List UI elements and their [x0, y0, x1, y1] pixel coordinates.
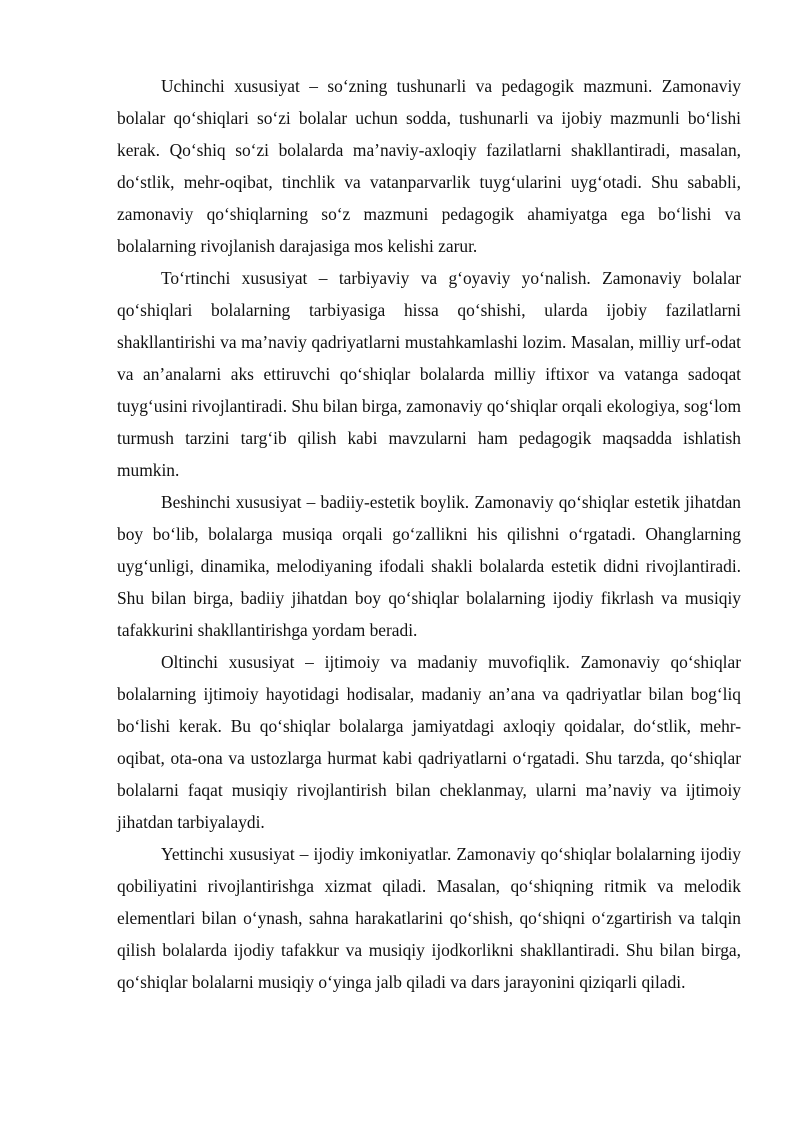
paragraph-seventh-feature: Yettinchi xususiyat – ijodiy imkoniyatlar. Zamonaviy qo‘shiqlar bolalarning ijodiy qobiliyatini rivojlantirishga xizmat qiladi. Masalan, qo‘shiqning ritmik va melodik elementlari bilan o‘ynash, sahna harakatlarini qo‘shish, qo‘shiqni o‘zgartirish va talqin qilish bolalarda ijodiy tafakkur va musiqiy ijodkorlikni shakllantiradi. Shu bilan birga, qo‘shiqlar bolalarni musiqiy o‘yinga jalb qiladi va dars jarayonini qiziqarli qiladi.: [117, 844, 741, 992]
paragraph-sixth-feature: Oltinchi xususiyat – ijtimoiy va madaniy muvofiqlik. Zamonaviy qo‘shiqlar bolalarning ijtimoiy hayotidagi hodisalar, madaniy an’ana va qadriyatlar bilan bog‘liq bo‘lishi kerak. Bu qo‘shiqlar bolalarga jamiyatdagi axloqiy qoidalar, do‘stlik, mehr-oqibat, ota-ona va ustozlarga hurmat kabi qadriyatlarni o‘rgatadi. Shu tarzda, qo‘shiqlar bolalarni faqat musiqiy rivojlantirish bilan cheklanmay, ularni ma’naviy va ijtimoiy jihatdan tarbiyalaydi.: [117, 652, 741, 832]
paragraph-fourth-feature: To‘rtinchi xususiyat – tarbiyaviy va g‘oyaviy yo‘nalish. Zamonaviy bolalar qo‘shiqlari bolalarning tarbiyasiga hissa qo‘shishi, ularda ijobiy fazilatlarni shakllantirishi va ma’naviy qadriyatlarni mustahkamlashi lozim. Masalan, milliy urf-odat va an’analarni aks ettiruvchi qo‘shiqlar bolalarda milliy iftixor va vatanga sadoqat tuyg‘usini rivojlantiradi. Shu bilan birga, zamonaviy qo‘shiqlar orqali ekologiya, sog‘lom turmush tarzini targ‘ib qilish kabi mavzularni ham pedagogik maqsadda ishlatish mumkin.: [117, 268, 741, 480]
paragraph-fifth-feature: Beshinchi xususiyat – badiiy-estetik boylik. Zamonaviy qo‘shiqlar estetik jihatdan boy bo‘lib, bolalarga musiqa orqali go‘zallikni his qilishni o‘rgatadi. Ohanglarning uyg‘unligi, dinamika, melodiyaning ifodali shakli bolalarda estetik didni rivojlantiradi. Shu bilan birga, badiiy jihatdan boy qo‘shiqlar bolalarning ijodiy fikrlash va musiqiy tafakkurini shakllantirishga yordam beradi.: [117, 492, 741, 640]
document-body: [117, 70, 741, 998]
paragraph-third-feature: Uchinchi xususiyat – so‘zning tushunarli va pedagogik mazmuni. Zamonaviy bolalar qo‘shiqlari so‘zi bolalar uchun sodda, tushunarli va ijobiy mazmunli bo‘lishi kerak. Qo‘shiq so‘zi bolalarda ma’naviy-axloqiy fazilatlarni shakllantiradi, masalan, do‘stlik, mehr-oqibat, tinchlik va vatanparvarlik tuyg‘ularini uyg‘otadi. Shu sababli, zamonaviy qo‘shiqlarning so‘z mazmuni pedagogik ahamiyatga ega bo‘lishi va bolalarning rivojlanish darajasiga mos kelishi zarur.: [117, 76, 741, 256]
